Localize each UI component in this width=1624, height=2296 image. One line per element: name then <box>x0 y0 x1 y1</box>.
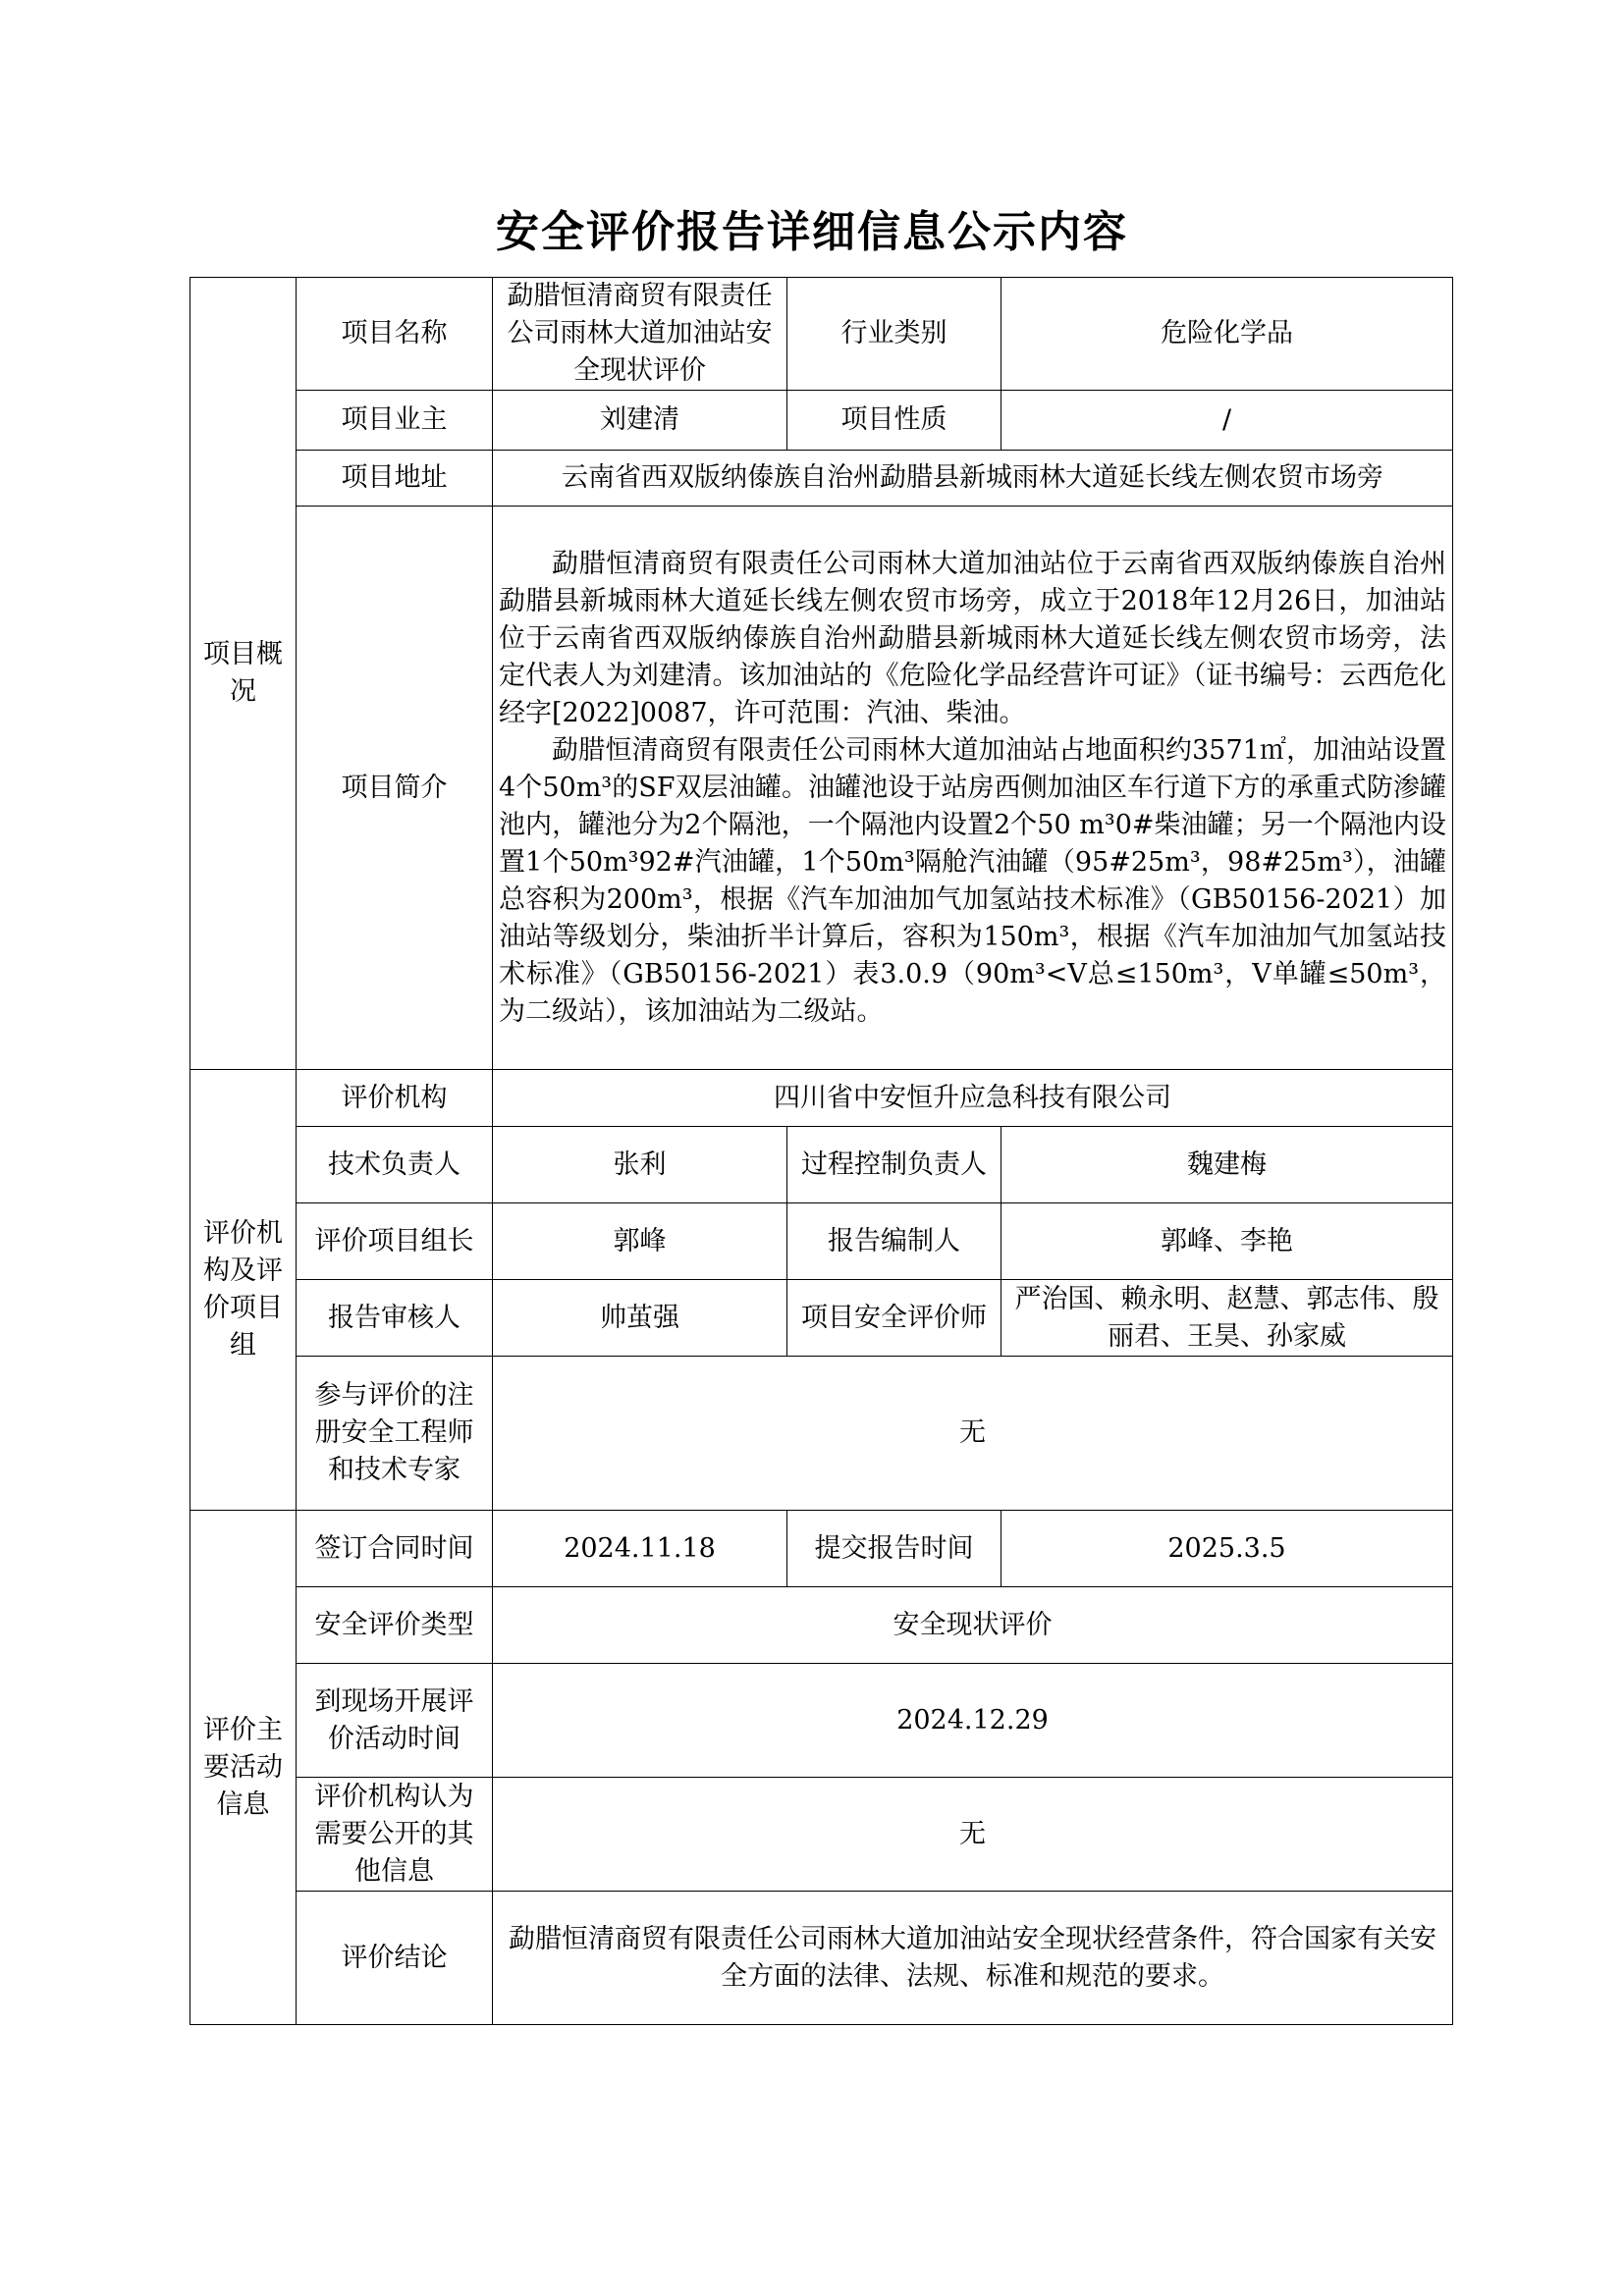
org-label: 评价机构 <box>297 1070 493 1127</box>
team-leader-label: 评价项目组长 <box>297 1203 493 1280</box>
report-writer-label: 报告编制人 <box>787 1203 1001 1280</box>
table-row <box>190 1280 1453 1357</box>
table-row <box>190 1892 1453 2025</box>
project-name-label: 项目名称 <box>297 278 493 391</box>
table-row <box>190 1587 1453 1664</box>
intro-paragraph-2: 勐腊恒清商贸有限责任公司雨林大道加油站占地面积约3571㎡，加油站设置4个50m³的SF双层油罐。油罐池设于站房西侧加油区车行道下方的承重式防渗罐池内，罐池分为2个隔池，一个隔池内设置2个50 m³0#柴油罐；另一个隔池内设置1个50m³92#汽油罐，1个50m³隔舱汽油罐（95#25m³，98#25m³），油罐总容积为200m³，根据《汽车加油加气加氢站技术标准》（GB50156-2021）加油站等级划分，柴油折半计算后，容积为150m³，根据《汽车加油加气加氢站技术标准》（GB50156-2021）表3.0.9（90m³<V总≤150m³，V单罐≤50m³，为二级站），该加油站为二级站。 <box>499 734 1446 1027</box>
evaluator-value: 严治国、赖永明、赵慧、郭志伟、殷丽君、王昊、孙家威 <box>1001 1280 1453 1357</box>
project-name-value: 勐腊恒清商贸有限责任公司雨林大道加油站安全现状评价 <box>493 278 787 391</box>
site-visit-value: 2024.12.29 <box>493 1664 1453 1778</box>
team-leader-value: 郭峰 <box>493 1203 787 1280</box>
industry-value: 危险化学品 <box>1001 278 1453 391</box>
address-label: 项目地址 <box>297 451 493 507</box>
site-visit-label: 到现场开展评价活动时间 <box>297 1664 493 1778</box>
conclusion-label: 评价结论 <box>297 1892 493 2025</box>
table-row <box>190 391 1453 451</box>
table-row <box>190 1511 1453 1587</box>
intro-paragraph-1: 勐腊恒清商贸有限责任公司雨林大道加油站位于云南省西双版纳傣族自治州勐腊县新城雨林大道延长线左侧农贸市场旁，成立于2018年12月26日，加油站位于云南省西双版纳傣族自治州勐腊县新城雨林大道延长线左侧农贸市场旁，法定代表人为刘建清。该加油站的《危险化学品经营许可证》（证书编号：云西危化经字[2022]0087，许可范围：汽油、柴油。 <box>499 548 1446 728</box>
intro-label: 项目简介 <box>297 507 493 1070</box>
experts-label: 参与评价的注册安全工程师和技术专家 <box>297 1357 493 1511</box>
reviewer-value: 帅茧强 <box>493 1280 787 1357</box>
tech-lead-label: 技术负责人 <box>297 1127 493 1203</box>
table-row <box>190 1357 1453 1511</box>
table-row <box>190 1127 1453 1203</box>
conclusion-value: 勐腊恒清商贸有限责任公司雨林大道加油站安全现状经营条件，符合国家有关安全方面的法律、法规、标准和规范的要求。 <box>493 1892 1453 2025</box>
eval-type-value: 安全现状评价 <box>493 1587 1453 1664</box>
owner-value: 刘建清 <box>493 391 787 451</box>
submit-date-value: 2025.3.5 <box>1001 1511 1453 1587</box>
table-row <box>190 1664 1453 1778</box>
evaluator-label: 项目安全评价师 <box>787 1280 1001 1357</box>
other-info-label: 评价机构认为需要公开的其他信息 <box>297 1778 493 1892</box>
process-lead-label: 过程控制负责人 <box>787 1127 1001 1203</box>
group-label-overview: 项目概况 <box>190 278 297 1070</box>
intro-value <box>493 507 1453 1070</box>
table-row <box>190 1070 1453 1127</box>
report-writer-value: 郭峰、李艳 <box>1001 1203 1453 1280</box>
other-info-value: 无 <box>493 1778 1453 1892</box>
contract-date-value: 2024.11.18 <box>493 1511 787 1587</box>
table-row <box>190 507 1453 1070</box>
table-row <box>190 1203 1453 1280</box>
org-value: 四川省中安恒升应急科技有限公司 <box>493 1070 1453 1127</box>
table-row <box>190 451 1453 507</box>
industry-label: 行业类别 <box>787 278 1001 391</box>
submit-date-label: 提交报告时间 <box>787 1511 1001 1587</box>
group-label-organization: 评价机构及评价项目组 <box>190 1070 297 1511</box>
eval-type-label: 安全评价类型 <box>297 1587 493 1664</box>
info-table <box>189 277 1453 2025</box>
owner-label: 项目业主 <box>297 391 493 451</box>
group-label-activity: 评价主要活动信息 <box>190 1511 297 2025</box>
experts-value: 无 <box>493 1357 1453 1511</box>
reviewer-label: 报告审核人 <box>297 1280 493 1357</box>
contract-date-label: 签订合同时间 <box>297 1511 493 1587</box>
nature-label: 项目性质 <box>787 391 1001 451</box>
tech-lead-value: 张利 <box>493 1127 787 1203</box>
process-lead-value: 魏建梅 <box>1001 1127 1453 1203</box>
table-row <box>190 278 1453 391</box>
nature-value: / <box>1001 391 1453 451</box>
table-row <box>190 1778 1453 1892</box>
address-value: 云南省西双版纳傣族自治州勐腊县新城雨林大道延长线左侧农贸市场旁 <box>493 451 1453 507</box>
document-title: 安全评价报告详细信息公示内容 <box>496 207 1128 257</box>
